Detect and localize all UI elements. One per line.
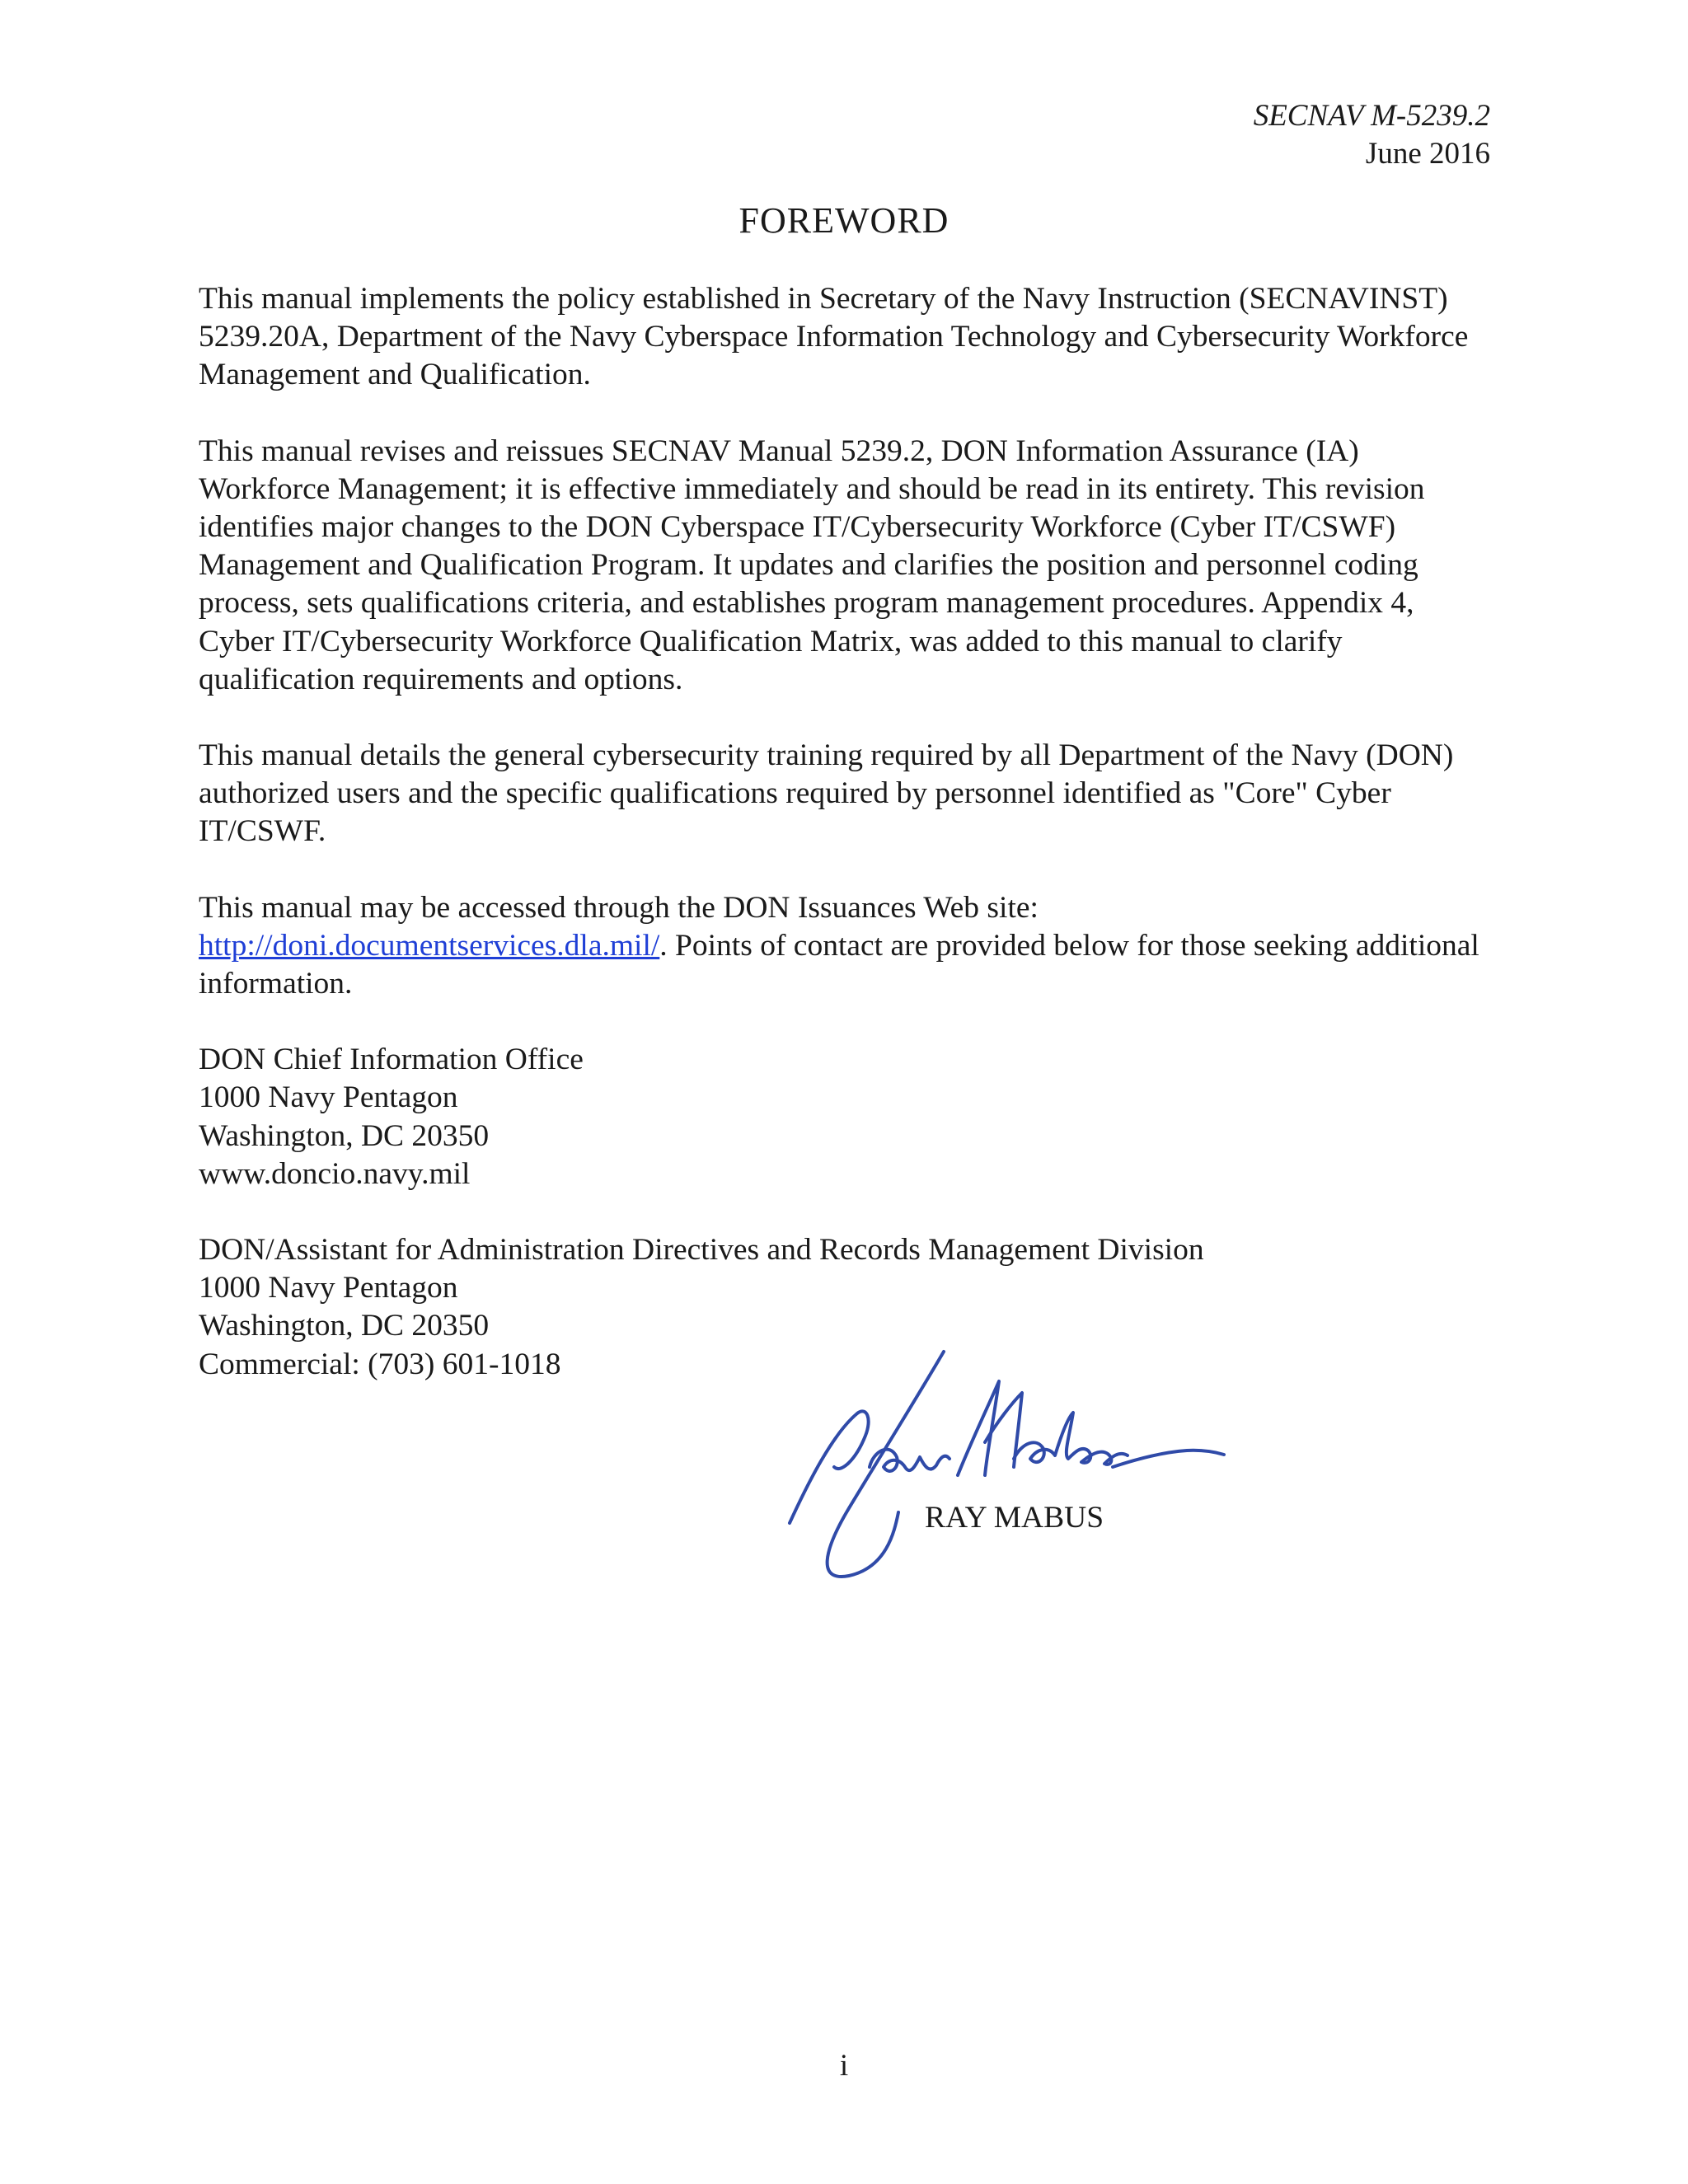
paragraph-revision: This manual revises and reissues SECNAV Manual 5239.2, DON Information Assurance (IA) Workforce Management; it is effective immediately and should be read in its entirety. This revision identifies major changes to the DON Cyberspace IT/Cybersecurity Workforce (Cyber IT/CSWF) Management and Qualification Program. It updates and clarifies the position and personnel coding process, sets qualifications criteria, and establishes program management procedures. Appendix 4, Cyber IT/Cybersecurity Workforce Qualification Matrix, was added to this manual to clarify qualification requirements and options. (199, 434, 1425, 696)
contact-website: www.doncio.navy.mil (199, 1156, 471, 1191)
signature-graphic (775, 1343, 1236, 1591)
page-number: i (839, 2049, 849, 2083)
paragraph-access (199, 889, 1493, 1004)
document-code: SECNAV M-5239.2 (1253, 99, 1490, 133)
doni-link[interactable]: http://doni.documentservices.dla.mil/ (199, 928, 660, 963)
contact-city: Washington, DC 20350 (199, 1309, 490, 1343)
contact-phone: Commercial: (703) 601-1018 (199, 1347, 561, 1381)
paragraph-training: This manual details the general cybersecurity training required by all Department of the Navy (DON) authorized users and the specific qualifications required by personnel identified as "Core" Cyber IT/CSWF. (199, 738, 1454, 849)
foreword-body (199, 280, 1493, 1422)
document-identifier (1254, 97, 1490, 173)
contact-city: Washington, DC 20350 (199, 1118, 490, 1153)
access-rest: . Points of contact are provided below for those seeking additional information. (199, 928, 1479, 1001)
access-intro: This manual may be accessed through the DON Issuances Web site: (199, 890, 1039, 925)
contact-street: 1000 Navy Pentagon (199, 1080, 458, 1115)
contact-org: DON Chief Information Office (199, 1043, 584, 1077)
page-title: FOREWORD (738, 200, 950, 241)
paragraph-policy: This manual implements the policy established in Secretary of the Navy Instruction (SECNAVINST) 5239.20A, Department of the Navy Cyberspace Information Technology and Cybersecurity Workforce Management and Qualification. (199, 282, 1469, 392)
contact-org: DON/Assistant for Administration Directives and Records Management Division (199, 1233, 1204, 1268)
document-date: June 2016 (1365, 137, 1490, 171)
contact-street: 1000 Navy Pentagon (199, 1271, 458, 1305)
signer-name: RAY MABUS (925, 1501, 1104, 1535)
contact-cio (199, 1041, 1493, 1193)
handwritten-signature (775, 1343, 1236, 1591)
